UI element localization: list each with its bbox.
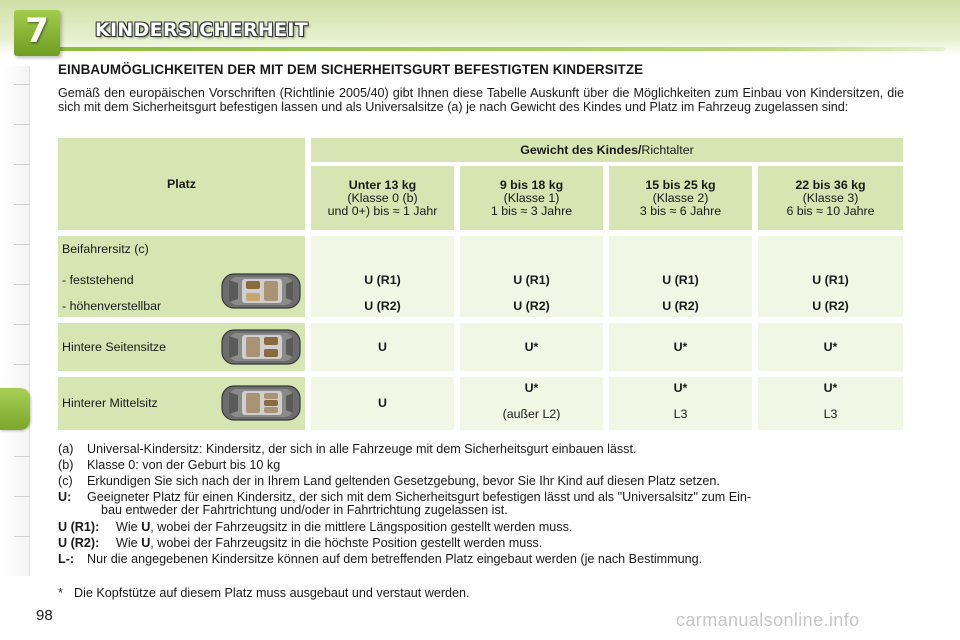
side-tab-divider <box>14 456 30 457</box>
note-b: (b) Klasse 0: von der Geburt bis 10 kg <box>58 458 281 472</box>
side-tab-divider <box>14 284 30 285</box>
class-weight: 15 bis 25 kg <box>645 177 716 192</box>
side-tab-divider <box>14 84 30 85</box>
note-a: (a) Universal-Kindersitz: Kindersitz, der sich in alle Fahrzeuge mit dem Sicherheitsgurt einbauen lässt. <box>58 442 637 456</box>
table-cell: U (R1) U (R2) <box>609 236 752 317</box>
header-underline <box>40 47 945 51</box>
side-tab-divider <box>14 536 30 537</box>
class-header-2 <box>609 166 752 230</box>
place-label: Platz <box>167 176 196 191</box>
side-tab-divider <box>14 496 30 497</box>
car-top-view-icon <box>220 383 302 423</box>
note-c: (c) Erkundigen Sie sich nach der in Ihrem Land geltenden Gesetzgebung, bevor Sie Ihr Kind auf diesen Platz setzen. <box>58 474 720 488</box>
watermark: carmanualsonline.info <box>676 610 860 630</box>
note-u-r1: U (R1): Wie U, wobei der Fahrzeugsitz in die mittlere Längsposition gestellt werden muss. <box>58 520 573 534</box>
chapter-title: KINDERSICHERHEIT <box>95 19 308 41</box>
side-tab-divider <box>14 204 30 205</box>
note-l: L-: Nur die angegebenen Kindersitze können auf dem betreffenden Platz eingebaut werden (je nach Bestimmung. <box>58 552 703 566</box>
class-header-1 <box>460 166 603 230</box>
rear-middle-label: Hinterer Mittelsitz <box>62 396 158 410</box>
side-tab-active-chapter[interactable] <box>0 388 30 430</box>
passenger-adjustable-label: - höhenverstellbar <box>62 299 162 313</box>
side-tab-divider <box>14 364 30 365</box>
note-u-r2: U (R2): Wie U, wobei der Fahrzeugsitz in die höchste Position gestellt werden muss. <box>58 536 543 550</box>
class-age: 6 bis ≈ 10 Jahre <box>786 203 875 218</box>
intro-paragraph: Gemäß den europäischen Vorschriften (Richtlinie 2005/40) gibt Ihnen diese Tabelle Auskunft über die Möglichkeiten zum Einbau von Kindersitzen, die sich mit dem Sicherheitsgurt befestigen lassen und als Universalsitze (a) je nach Gewicht des Kindes und Platz im Fahrzeug zugelassen sind: <box>58 86 904 114</box>
chapter-number: 7 <box>25 11 49 51</box>
table-cell: U* L3 <box>758 377 903 430</box>
side-tab-divider <box>14 244 30 245</box>
table-cell: U (R1) U (R2) <box>758 236 903 317</box>
table-cell: U* L3 <box>609 377 752 430</box>
table-cell: U <box>311 323 454 371</box>
class-age: und 0+) bis ≈ 1 Jahr <box>327 203 438 218</box>
table-cell: U* (außer L2) <box>460 377 603 430</box>
table-cell: U (R1) U (R2) <box>311 236 454 317</box>
side-tab-divider <box>14 164 30 165</box>
table-header-place <box>58 138 305 230</box>
table-cell: U* <box>609 323 752 371</box>
table-cell: U <box>311 377 454 430</box>
class-age: 3 bis ≈ 6 Jahre <box>639 203 722 218</box>
car-top-view-icon <box>220 271 302 311</box>
side-tab-divider <box>14 324 30 325</box>
weight-header-text: Gewicht des Kindes/Richtalter <box>520 142 694 157</box>
table-cell: U* <box>460 323 603 371</box>
table-cell: U* <box>758 323 903 371</box>
page-number: 98 <box>36 607 53 624</box>
class-weight: 9 bis 18 kg <box>499 177 564 192</box>
section-heading: EINBAUMÖGLICHKEITEN DER MIT DEM SICHERHEITSGURT BEFESTIGTEN KINDERSITZE <box>58 62 644 77</box>
class-weight: 22 bis 36 kg <box>795 177 866 192</box>
class-header-3 <box>758 166 903 230</box>
class-number: (Klasse 2) <box>652 190 709 205</box>
class-number: (Klasse 0 (b) <box>347 190 418 205</box>
class-header-0 <box>311 166 454 230</box>
class-number: (Klasse 3) <box>802 190 859 205</box>
table-header-weight <box>311 138 903 162</box>
table-cell: U (R1) U (R2) <box>460 236 603 317</box>
car-top-view-icon <box>220 327 302 367</box>
class-age: 1 bis ≈ 3 Jahre <box>490 203 573 218</box>
passenger-fixed-label: - feststehend <box>62 273 134 287</box>
class-weight: Unter 13 kg <box>348 177 417 192</box>
class-number: (Klasse 1) <box>503 190 560 205</box>
passenger-seat-label: Beifahrersitz (c) <box>62 242 149 256</box>
side-tab-divider <box>14 124 30 125</box>
note-u: U: Geeigneter Platz für einen Kindersitz, der sich mit dem Sicherheitsgurt befestigen lässt und als "Universalsitz" zum Ein- bau entweder der Fahrtrichtung und/oder in Fahrtrichtung zugelassen ist. <box>58 490 752 517</box>
rear-side-label: Hintere Seitensitze <box>62 340 166 354</box>
side-chapter-tabs <box>0 66 30 576</box>
